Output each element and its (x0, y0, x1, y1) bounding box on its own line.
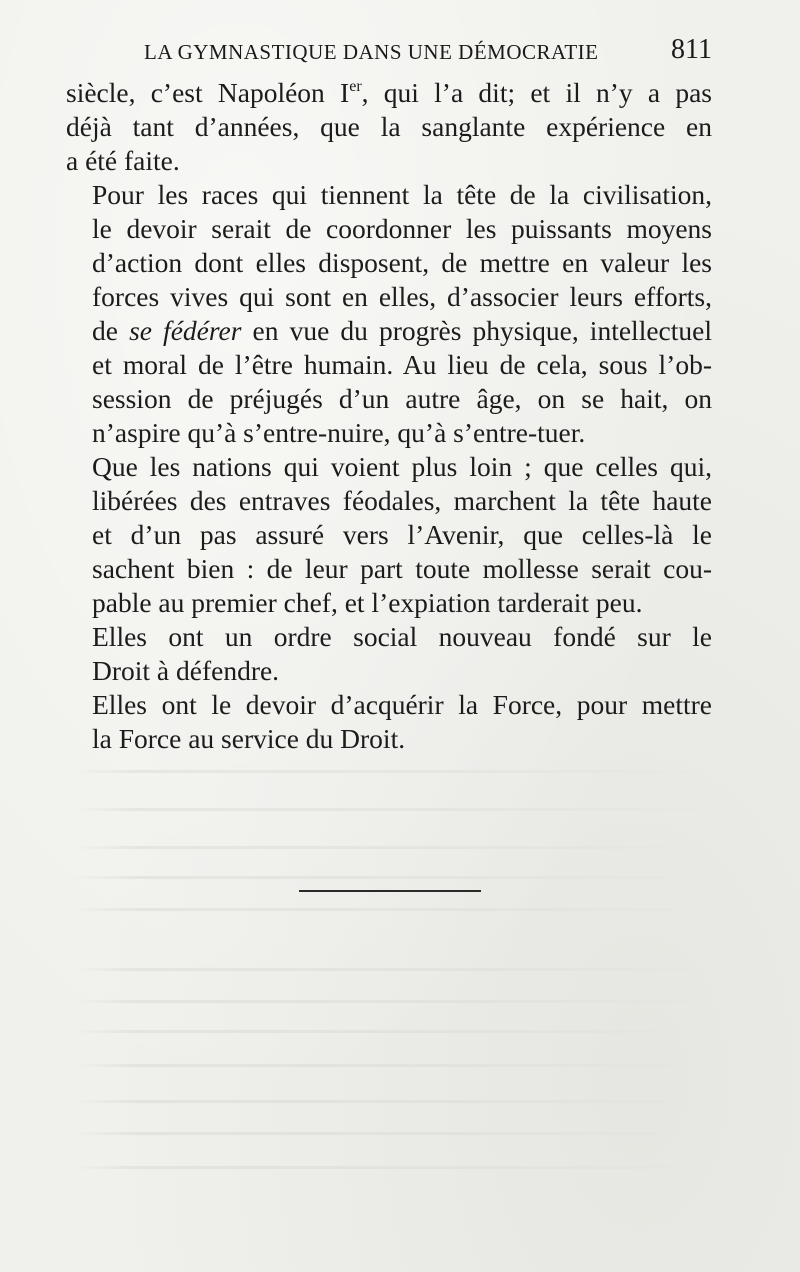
bleed-through-line (72, 908, 712, 911)
text-line: Elles ont le devoir d’acquérir la Force, pour mettre (92, 689, 712, 720)
text-line: le devoir serait de coordonner les puissants moyens (92, 213, 712, 244)
text-line: forces vives qui sont en elles, d’associer leurs efforts, (92, 281, 712, 312)
text-line: libérées des entraves féodales, marchent la tête haute (92, 485, 712, 516)
text-line: Elles ont un ordre social nouveau fondé sur le (92, 621, 712, 652)
paragraph-5 (66, 688, 712, 756)
text-line: sachent bien : de leur part toute mollesse serait cou- (92, 553, 712, 584)
text-line: et moral de l’être humain. Au lieu de cela, sous l’ob- (92, 349, 712, 380)
bleed-through-line (72, 1100, 712, 1103)
bleed-through-line (72, 1030, 712, 1033)
text-line: session de préjugés d’un autre âge, on se hait, on (92, 383, 712, 414)
text-line: la Force au service du Droit. (92, 723, 406, 754)
bleed-through-line (72, 1132, 712, 1135)
bleed-through-line (72, 808, 712, 811)
paragraph-3 (66, 450, 712, 620)
running-header (66, 32, 712, 72)
body-text (66, 76, 712, 756)
text-line: pable au premier chef, et l’expiation tarderait peu. (92, 587, 643, 618)
bleed-through-line (72, 1064, 712, 1067)
page-number: 811 (671, 34, 712, 65)
text-line: Pour les races qui tiennent la tête de la civilisation, (92, 179, 712, 210)
text-line: d’action dont elles disposent, de mettre en valeur les (92, 247, 712, 278)
running-title: LA GYMNASTIQUE DANS UNE DÉMOCRATIE (144, 40, 599, 64)
text-line: et d’un pas assuré vers l’Avenir, que celles-là le (92, 519, 712, 550)
bleed-through-line (72, 1166, 712, 1169)
text-line: Que les nations qui voient plus loin ; que celles qui, (92, 451, 712, 482)
text-line: a été faite. (66, 145, 180, 176)
bleed-through-line (72, 876, 712, 879)
bleed-through-line (72, 770, 712, 773)
text-line: n’aspire qu’à s’entre-nuire, qu’à s’entre-tuer. (92, 417, 586, 448)
text-line: Droit à défendre. (92, 655, 280, 686)
superscript: er (349, 78, 362, 95)
end-rule (299, 890, 481, 892)
text-line: siècle, c’est Napoléon Ier, qui l’a dit; et il n’y a pas (66, 77, 712, 108)
bleed-through-line (72, 968, 712, 971)
italic-phrase: se fédérer (129, 315, 242, 346)
bleed-through-line (72, 1000, 712, 1003)
paragraph-2 (66, 178, 712, 450)
paragraph-4 (66, 620, 712, 688)
text-line: de se fédérer en vue du progrès physique, intellectuel (92, 315, 712, 346)
bleed-through-line (72, 846, 712, 849)
paragraph-1 (66, 76, 712, 178)
text-line: déjà tant d’années, que la sanglante expérience en (66, 111, 712, 142)
